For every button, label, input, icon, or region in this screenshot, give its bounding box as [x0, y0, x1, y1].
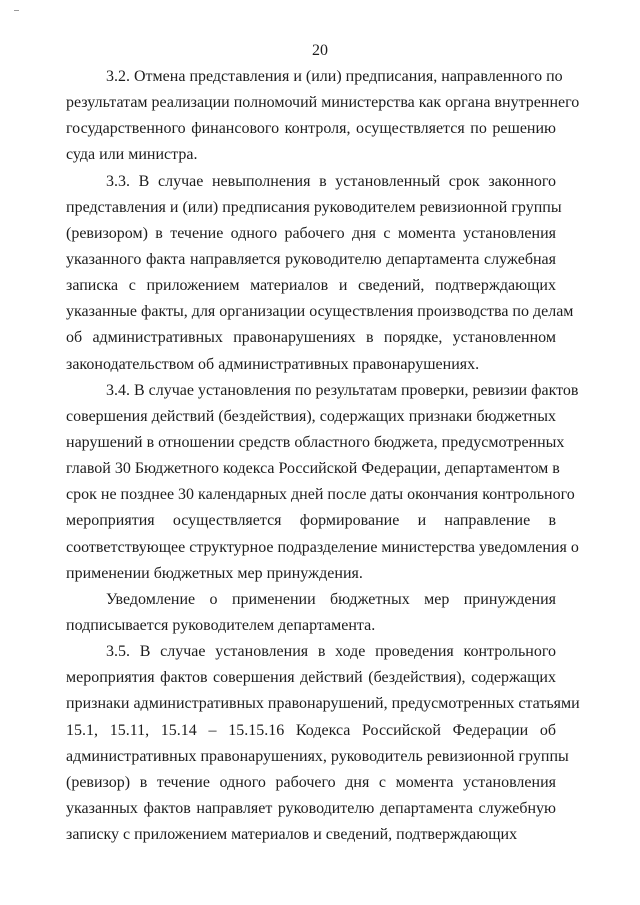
- paragraph: [66, 378, 579, 587]
- text-line: нарушений в отношении средств областного бюджета, предусмотренных: [66, 433, 565, 451]
- text-line: (ревизор) в течение одного рабочего дня с момента установления: [66, 773, 556, 791]
- text-line: суда или министра.: [66, 146, 198, 164]
- text-line: результатам реализации полномочий министерства как органа внутреннего: [66, 94, 580, 112]
- text-line: государственного финансового контроля, осуществляется по решению: [66, 120, 556, 138]
- text-line: указанного факта направляется руководителю департамента служебная: [66, 250, 556, 268]
- text-line: соответствующее структурное подразделение министерства уведомления о: [66, 538, 579, 556]
- paragraph: [66, 64, 580, 169]
- text-line: указанных фактов направляет руководителю департамента служебную: [66, 799, 556, 817]
- text-line: Уведомление о применении бюджетных мер принуждения: [106, 590, 556, 608]
- text-line: представления и (или) предписания руководителем ревизионной группы: [66, 198, 562, 216]
- paragraph: [66, 639, 580, 848]
- text-line: 3.4. В случае установления по результатам проверки, ревизии фактов: [106, 381, 579, 399]
- scan-mark: [14, 10, 19, 11]
- text-line: законодательством об административных правонарушениях.: [66, 355, 480, 373]
- text-line: записка с приложением материалов и сведений, подтверждающих: [66, 277, 556, 295]
- text-line: записку с приложением материалов и сведений, подтверждающих: [66, 826, 518, 844]
- document-body: [66, 64, 580, 848]
- text-line: мероприятия фактов совершения действий (бездействия), содержащих: [66, 669, 556, 687]
- text-line: 3.5. В случае установления в ходе проведения контрольного: [106, 643, 556, 661]
- text-line: применении бюджетных мер принуждения.: [66, 564, 363, 582]
- text-line: главой 30 Бюджетного кодекса Российской Федерации, департаментом в: [66, 460, 560, 478]
- text-line: административных правонарушениях, руководитель ревизионной группы: [66, 747, 569, 765]
- paragraph: [66, 169, 574, 378]
- text-line: об административных правонарушениях в порядке, установленном: [66, 329, 556, 347]
- text-line: (ревизором) в течение одного рабочего дня с момента установления: [66, 224, 556, 242]
- text-line: признаки административных правонарушений, предусмотренных статьями: [66, 695, 580, 713]
- page-number: 20: [312, 42, 328, 59]
- paragraph: [66, 587, 556, 639]
- text-line: подписывается руководителем департамента.: [66, 616, 376, 634]
- text-line: срок не позднее 30 календарных дней после даты окончания контрольного: [66, 486, 575, 504]
- text-line: 15.1, 15.11, 15.14 – 15.15.16 Кодекса Российской Федерации об: [66, 721, 556, 739]
- text-line: 3.3. В случае невыполнения в установленный срок законного: [106, 172, 556, 190]
- text-line: указанные факты, для организации осуществления производства по делам: [66, 303, 574, 321]
- text-line: 3.2. Отмена представления и (или) предписания, направленного по: [106, 68, 563, 85]
- text-line: мероприятия осуществляется формирование и направление в: [66, 512, 556, 530]
- text-line: совершения действий (бездействия), содержащих признаки бюджетных: [66, 407, 556, 425]
